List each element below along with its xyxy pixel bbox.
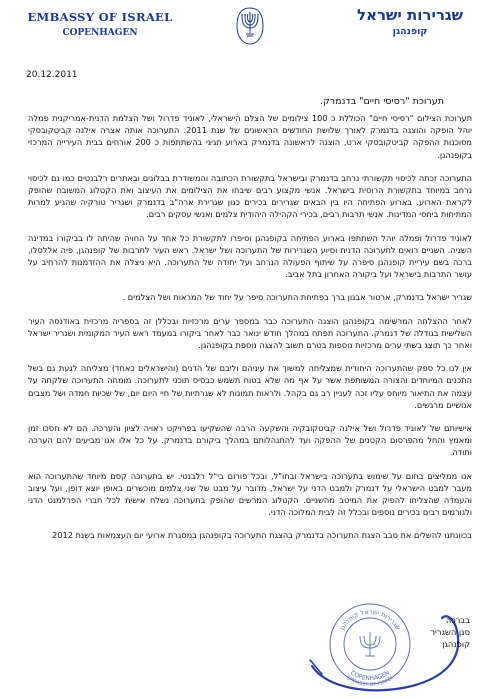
city-english: COPENHAGEN bbox=[62, 28, 138, 38]
paragraph-tour: לאחר ההצלחה המרשימה בקופנהגן הוצגה התערוכה כבר במספר ערים מרכזיות ובכללן זה בספריה מרכזית באודנסה העיר השלישית בגודלה של דנמרק. התערוכה תפתח במהלך חודש ינואר כבר לאחר ביקורו במעמד ראש העיר המקומית ושגריר ישראל ואחר כך תוצג בשתי ערים מרכזיות נוספות בטרם תשוב להצגה נוספת בקופנהגן. bbox=[28, 315, 472, 351]
letter-date: 20.12.2011 bbox=[26, 70, 78, 80]
paragraph-thanks: אישיותם של לאוניד פדרול ושל אילנה קביטקובקיה והשקעה הרבה שהשקיעו בפרויקט ראויה לציון והערכה. הם לא חסכו זמן ומאמץ והחל מהפרסום הקטנים של ההפקה ועד להתנהלותם במהלך ביקורם בדנמרק. על כל אלו אנו מביעים להם הערכה ותודה. bbox=[28, 423, 472, 458]
stamp-hebrew-text: שגרירות ישראל קופנהגן bbox=[337, 607, 402, 632]
letter-closing bbox=[430, 614, 470, 650]
english-letterhead bbox=[20, 10, 180, 38]
paragraph-recommendation: אנו ממליצים בחום על שימוש בתערוכה בישראל ובחו"ל, ובכל פורום בי"ל רלבנטי. יש בתערוכה קסם מיוחד שהתערוכה הוא מעבר למבט הישראלי על דנמרק ולמבט הדני על ישראל, מדובר על מבט של שני צלמים מוכשרים באופן יוצא דופן, ועל עיצוב והעמדה שהצליחו להפיק את המיטב מהשניים. הקטלוג המרשים שהופק בתערוכה נשלח אישית לכל חברי הפרלמנט הדני ולגורמים רבים בכירים נוספים ובכלל זה לבית המלוכה הדני. bbox=[28, 470, 472, 518]
embassy-name-english: EMBASSY OF ISRAEL bbox=[27, 10, 173, 24]
letter-subject: תערוכת "רסיסי חיים" בדנמרק. bbox=[320, 96, 444, 107]
closing-title: סגן השגריר bbox=[430, 627, 470, 637]
paragraph-ambassador: שגריר ישראל בדנמרק, ארטור אבנון ברך בפתיחת התערוכה סיפר על יחוד של המראות ושל הצלמים . bbox=[122, 292, 472, 303]
stamp-embassy-text: EMBASSY OF ISRAEL bbox=[344, 674, 396, 689]
menorah-emblem-icon bbox=[234, 6, 266, 46]
embassy-name-hebrew: שגרירות ישראל bbox=[357, 6, 463, 24]
letter-body bbox=[28, 112, 472, 553]
paragraph-media-coverage: התערוכה זכתה לכיסוי תקשורתי נרחב בדנמרק ובישראל בתקשורת הכתובה והמשודרת בבלוגים ובאתרים רלבנטים כמו גם לכיסוי נרחב במיוחד בתקשורת הרוסית בישראל. אנשי מקצוע רבים שיבחו את הצילומים את העיצוב ואת הקטלוג המשובח שהופק לקראת הארוע. בארוע הפתיחה היו בין הבאים שגרירים בכירים כגון שגרירת ארה"ב בדנמרק ושגריר טורקיה שהגיע למרות המתיחות ביחסי המדינות. אנשי תרבות רבים, בכירי הקהילה היהודית צלמים ואנשי עסקים רבים. bbox=[28, 172, 472, 220]
paragraph-intro: תערוכת הצילום "רסיסי חיים" הכוללת כ 100 צילומים של הצלם הישראלי, לאוניד פדרול ושל הצלמת הדנית-אמריקנית פמלה יוהל הופקה והוצגה בדנמרק לאורך שלושת החודשים הראשונים של שנת 2011. התערוכה אותה אצרה אילנה קביטקובסקי מסוכנות ההפקה קביטקובסקי ארט, הוצגה לראשונה בדנמרק בארוע תגיגי בהשתתפות כ 200 אורחים בבית העירייה המרכזי בקופנהגן. bbox=[28, 113, 472, 160]
hebrew-letterhead bbox=[340, 6, 480, 37]
paragraph-opening-event: לאוניד פדרול ופמלה יוהל השתתפו בארוע הפתיחה בקופנהגן וסיפרו לתקשורת כל אחד על החויה שהיתה לו בביקורו במדינה השניה. השניים רואים לתערוכה הדנית וסיוע השגרירות של התערוכה ושל ישראל. ראש העיר לתרבות של קופנהגן, פיה אללסלו, ברכה בשם עיריית קופנהגן סיפרה על שיתוף הפעולה הנרחב ועל יחודה של התערוכה. היא ניצלה את ההזדמנות להרחיב על עושר התרבות בישראל ועל ביקורה האחרון בתל אביב. bbox=[28, 232, 472, 280]
closing-city: קופנהגן bbox=[442, 639, 470, 649]
paragraph-future-plans: בכוונתנו להשלים את סבב הצגת התערוכה בדנמרק בהצגת התערוכה בקופנהגן במסגרת ארועי יום העצמאות בשנת 2012 bbox=[52, 530, 472, 541]
closing-regards: בברכה bbox=[445, 615, 470, 625]
letterhead bbox=[0, 0, 500, 62]
stamp-copenhagen-text: COPENHAGEN bbox=[349, 669, 391, 683]
city-hebrew: קופנהגן bbox=[392, 26, 428, 37]
paragraph-impact: אין לנו כל ספק שהתערוכה היחודית שמצליחה למשוך את עיניהם וליבם של הדנים (והישראלים כאחד) מצליחה לגעת גם בשל התכנים המיוחדים והצורה המשותפת אשר על אף מה שלא בטוח תשמש כבסיס תוכני לתערוכה. מומחה התערוכה שלקחה על עצמה את התיאור מיוחס עליו זכה לעניין רב גם בקהל. ולראות תמונות לא שגרתיות של חיי היום יום, של שכיות חמדה ושל מצבים אנושיים מרגשים. bbox=[28, 363, 472, 410]
